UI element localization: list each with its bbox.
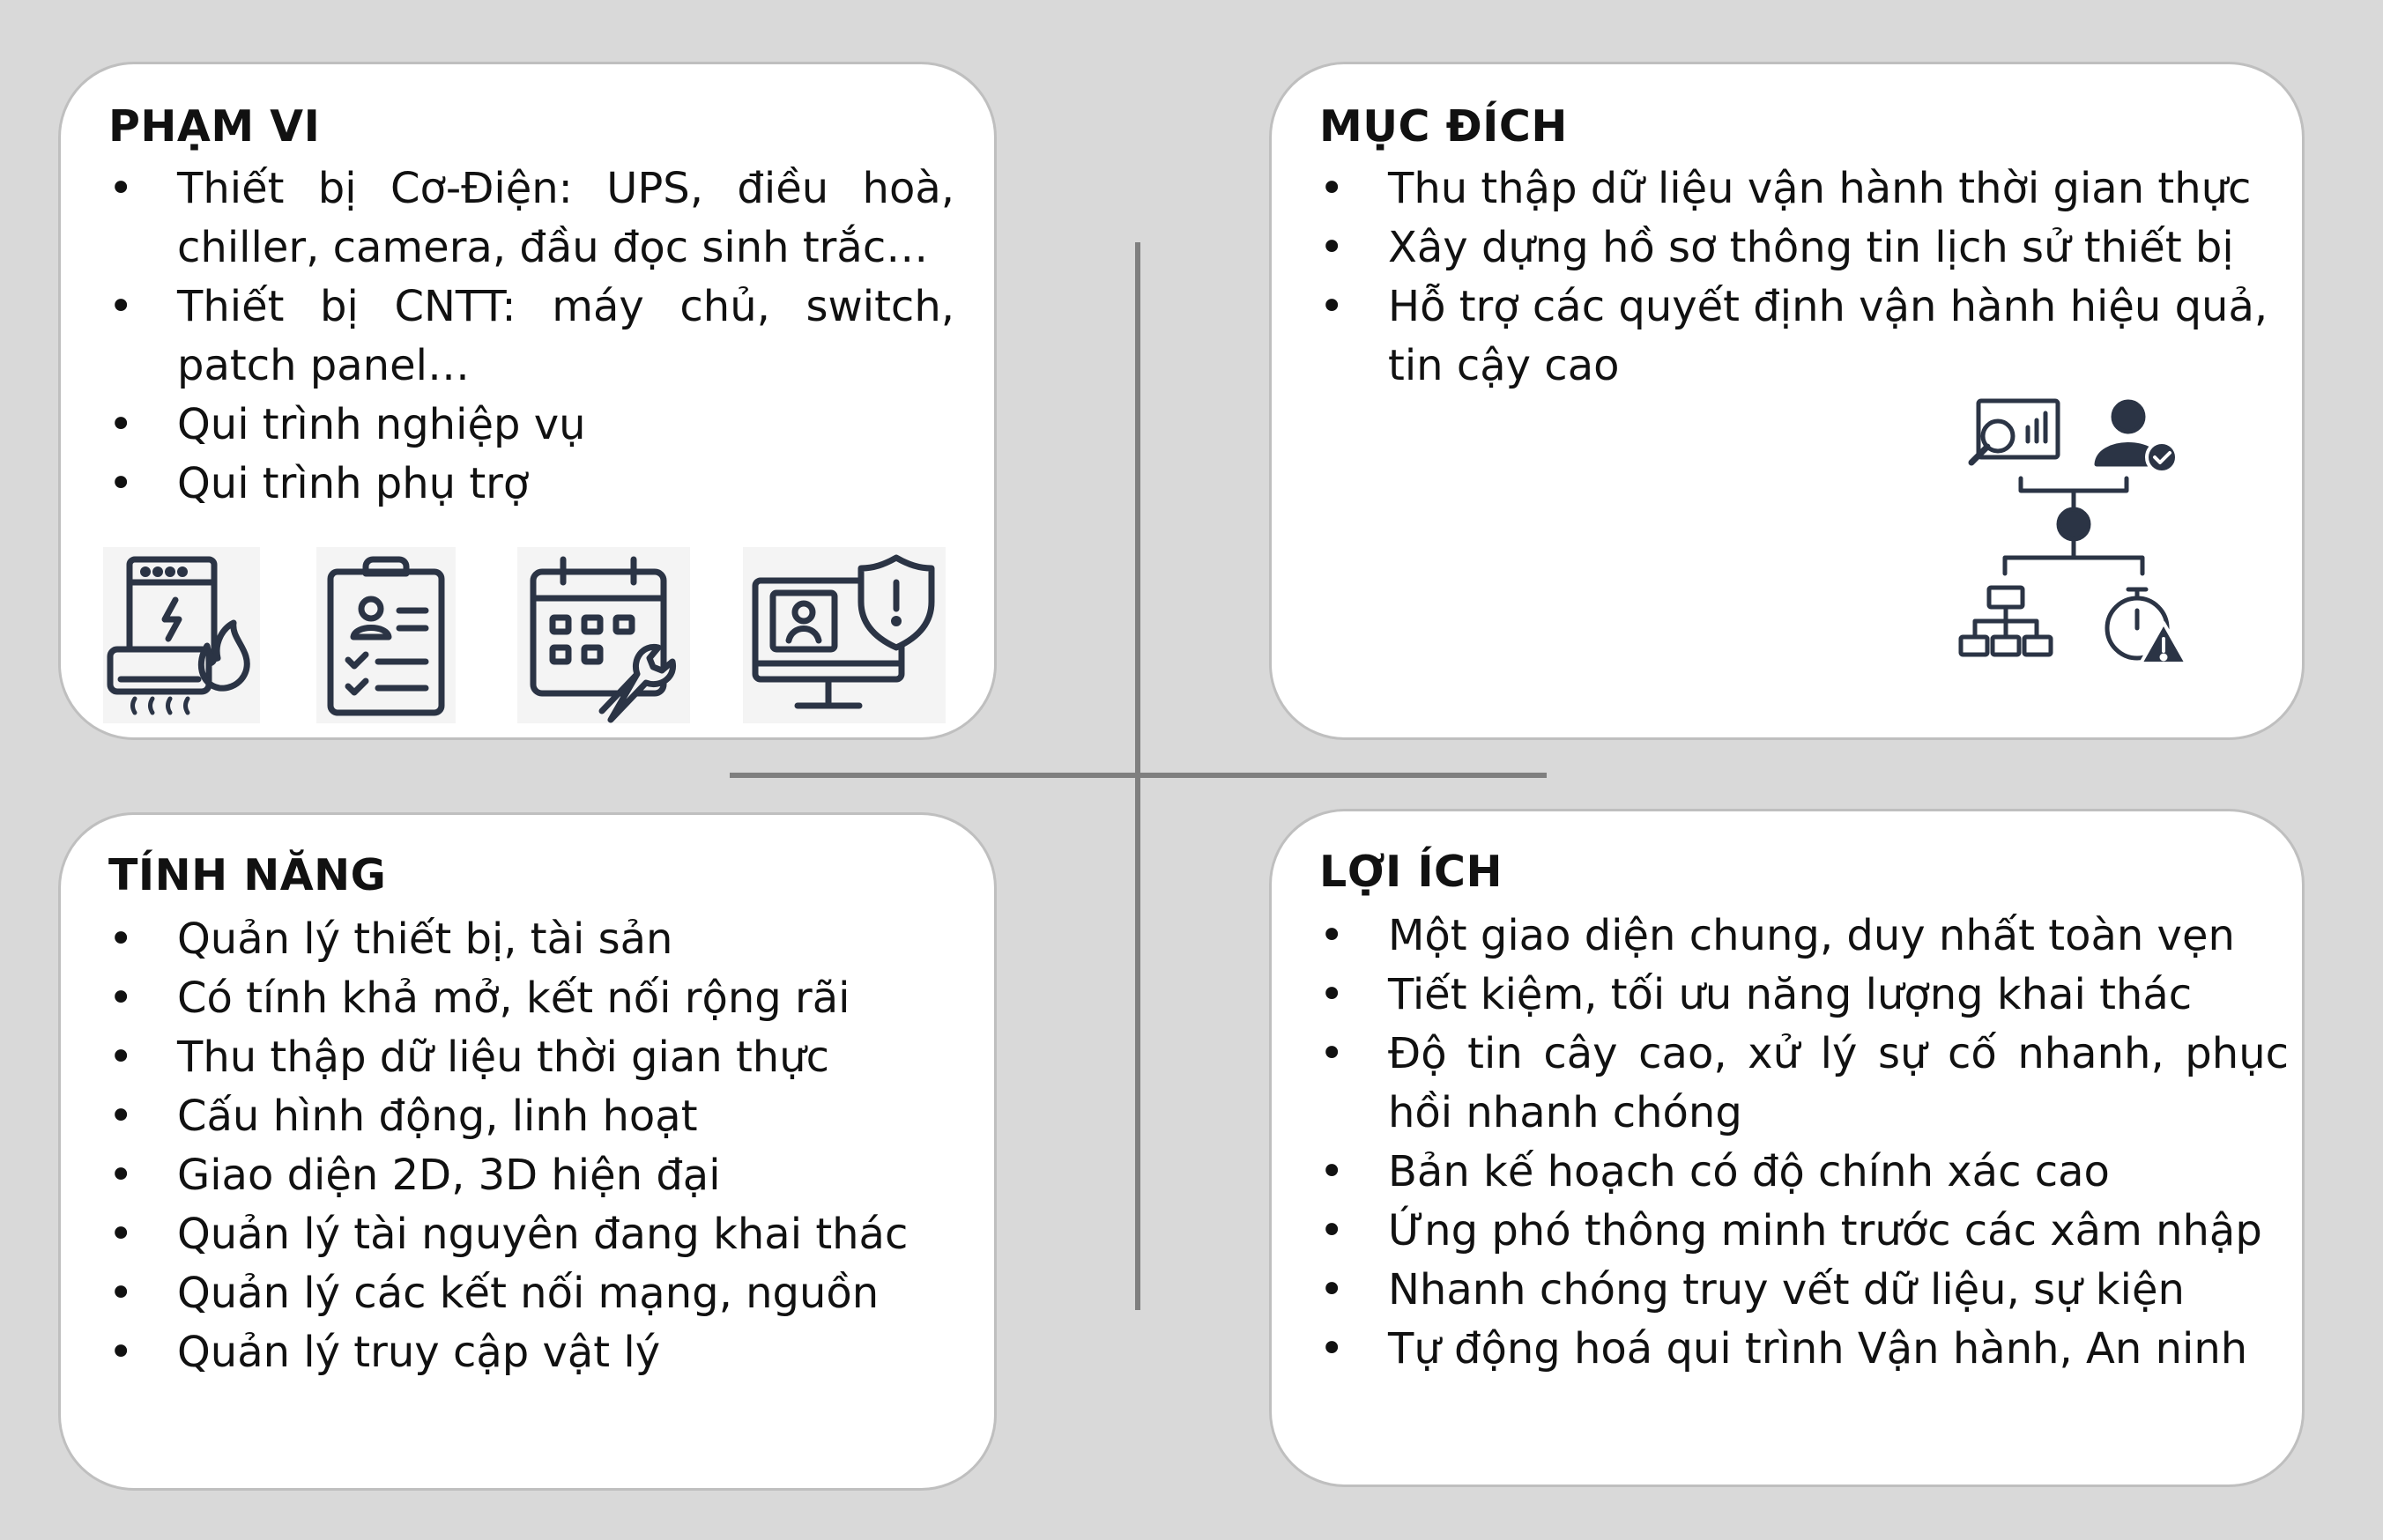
scope-list [108,159,954,514]
list-item: • Thiết bị Cơ-Điện: UPS, điều hoà, chiller, camera, đầu đọc sinh trắc… [108,159,954,278]
purpose-title: MỤC ĐÍCH [1319,101,1568,152]
list-item: • Qui trình nghiệp vụ [108,396,954,455]
list-item: • Thu thập dữ liệu thời gian thực [108,1028,972,1087]
decision-flow-graphic [1941,390,2206,690]
list-item: • Qui trình phụ trợ [108,455,954,514]
timer-warning-icon [2107,589,2186,663]
benefits-title: LỢI ÍCH [1319,847,1503,897]
list-item: • Hỗ trợ các quyết định vận hành hiệu quả, tin cậy cao [1319,278,2289,396]
monitor-security-shield-icon [743,547,946,723]
calendar-maintenance-icon [517,547,690,723]
list-item: • Quản lý các kết nối mạng, nguồn [108,1264,972,1323]
list-item: • Ứng phó thông minh trước các xâm nhập [1319,1202,2289,1261]
list-item: • Cấu hình động, linh hoạt [108,1087,972,1146]
list-item: • Thu thập dữ liệu vận hành thời gian thực [1319,159,2289,218]
list-item: • Có tính khả mở, kết nối rộng rãi [108,969,972,1028]
features-title: TÍNH NĂNG [108,850,387,900]
clipboard-checklist-icon [316,547,456,723]
list-item: • Tiết kiệm, tối ưu năng lượng khai thác [1319,966,2289,1025]
list-item: • Độ tin cây cao, xử lý sự cố nhanh, phục hồi nhanh chóng [1319,1025,2289,1143]
horizontal-separator [730,773,1547,778]
scope-title: PHẠM VI [108,101,321,152]
org-chart-icon [1961,588,2051,655]
list-item: • Quản lý thiết bị, tài sản [108,910,972,969]
features-list [108,910,972,1382]
purpose-card [1269,62,2305,740]
scope-card [58,62,997,740]
list-item: • Nhanh chóng truy vết dữ liệu, sự kiện [1319,1261,2289,1320]
list-item: • Xây dựng hồ sơ thông tin lịch sử thiết bị [1319,218,2289,278]
list-item: • Thiết bị CNTT: máy chủ, switch, patch panel… [108,278,954,396]
list-item: • Bản kế hoạch có độ chính xác cao [1319,1143,2289,1202]
list-item: • Quản lý truy cập vật lý [108,1323,972,1382]
power-equipment-fire-icon [103,547,260,723]
purpose-list [1319,159,2289,396]
analytics-search-icon [1971,401,2058,463]
benefits-list [1319,907,2289,1379]
benefits-card [1269,809,2305,1487]
list-item: • Quản lý tài nguyên đang khai thác [108,1205,972,1264]
list-item: • Một giao diện chung, duy nhất toàn vẹn [1319,907,2289,966]
verified-user-icon [2097,402,2177,472]
list-item: • Giao diện 2D, 3D hiện đại [108,1146,972,1205]
list-item: • Tự động hoá qui trình Vận hành, An ninh [1319,1320,2289,1379]
features-card [58,812,997,1491]
